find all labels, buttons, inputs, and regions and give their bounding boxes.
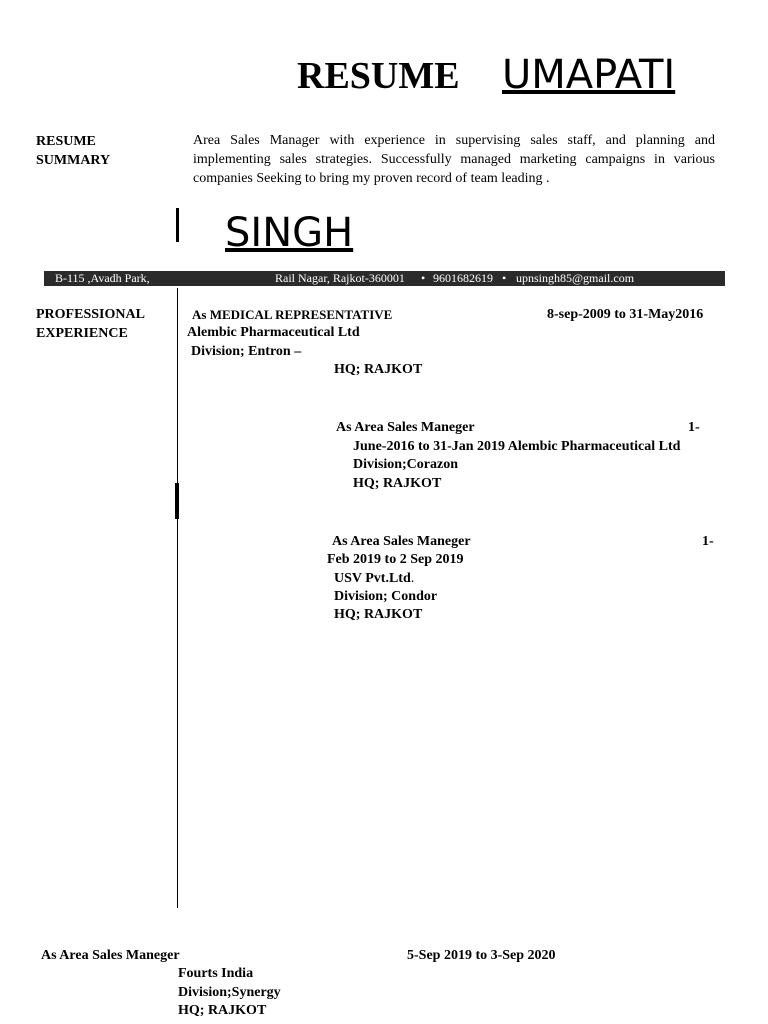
job4-dates: 5-Sep 2019 to 3-Sep 2020 [407,948,556,963]
contact-address-line2: Rail Nagar, Rajkot-360001 [275,271,405,285]
first-name: UMAPATI [502,52,676,98]
job4-company: Fourts India [178,966,254,981]
job4-division: Division;Synergy [178,985,281,1000]
job2-date-start: 1- [688,420,700,435]
summary-text: Area Sales Manager with experience in supervising sales staff, and planning and implementing sales strategies. Successfully managed marketing campaigns in various companies Seeking to bring my proven record of team leading . [193,133,715,186]
job3-hq: HQ; RAJKOT [334,607,423,622]
job3-dates: Feb 2019 to 2 Sep 2019 [327,552,464,567]
summary-heading [36,132,110,170]
job3-date-start: 1- [702,534,714,549]
last-name: SINGH [225,210,354,256]
experience-heading [36,305,145,343]
job3-company-line [334,571,414,587]
job4-hq: HQ; RAJKOT [178,1003,267,1018]
job1-company: Alembic Pharmaceutical Ltd [187,325,360,340]
divider-marker-top [176,208,179,242]
job3-company: USV Pvt.Ltd [334,571,411,586]
summary-heading-line2: SUMMARY [36,153,111,168]
contact-bar [44,271,725,286]
job3-division: Division; Condor [334,589,438,604]
job2-dates-company: June-2016 to 31-Jan 2019 Alembic Pharmaceutical Ltd [353,439,681,454]
contact-email: upnsingh85@gmail.com [516,271,635,285]
job4-role: As Area Sales Maneger [41,948,180,963]
contact-separator: • [502,271,507,285]
experience-heading-line1: PROFESSIONAL [36,307,145,322]
contact-phone: 9601682619 [433,271,493,285]
job2-division: Division;Corazon [353,457,458,472]
divider-marker-middle [175,483,179,519]
contact-separator: • [421,271,426,285]
job1-dates: 8-sep-2009 to 31-May2016 [547,307,704,322]
contact-address-line1: B-115 ,Avadh Park, [55,271,150,285]
job1-role: As MEDICAL REPRESENTATIVE [192,307,393,322]
vertical-divider [177,288,178,908]
job3-company-suffix: . [410,571,415,586]
job2-role: As Area Sales Maneger [336,420,475,435]
experience-heading-line2: EXPERIENCE [36,326,128,341]
job1-hq: HQ; RAJKOT [334,362,423,377]
summary-heading-line1: RESUME [36,134,96,149]
job2-hq: HQ; RAJKOT [353,476,442,491]
job3-role: As Area Sales Maneger [332,534,471,549]
resume-label: RESUME [297,55,460,97]
job1-division: Division; Entron – [191,344,302,359]
